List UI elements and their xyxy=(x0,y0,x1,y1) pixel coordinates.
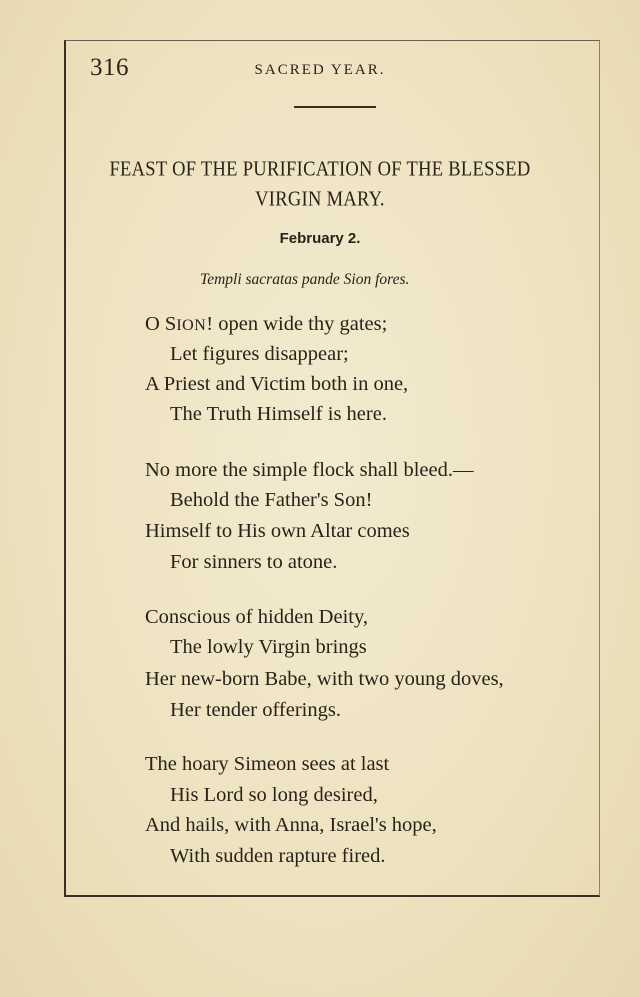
stanza-4-line-1: The hoary Simeon sees at last xyxy=(145,753,390,775)
latin-epigraph: Templi sacratas pande Sion fores. xyxy=(200,271,410,288)
stanza-1-line-2: Let figures disappear; xyxy=(170,343,349,365)
stanza-3-line-1: Conscious of hidden Deity, xyxy=(145,606,369,628)
hymn-title-line-2: VIRGIN MARY. xyxy=(255,188,385,212)
stanza-1-line-4: The Truth Himself is here. xyxy=(170,403,387,425)
running-head: SACRED YEAR. xyxy=(254,62,386,78)
hymn-title-line-1: FEAST OF THE PURIFICATION OF THE BLESSED xyxy=(109,158,531,182)
stanza-4-line-4: With sudden rapture fired. xyxy=(170,845,386,867)
feast-date: February 2. xyxy=(279,230,361,247)
stanza-2-line-2: Behold the Father's Son! xyxy=(170,489,373,511)
header-rule xyxy=(294,106,376,108)
stanza-1-line-3: A Priest and Victim both in one, xyxy=(145,373,409,395)
stanza-1-line-1 xyxy=(145,314,387,335)
stanza-2-line-4: For sinners to atone. xyxy=(170,551,338,573)
stanza-3-line-2: The lowly Virgin brings xyxy=(170,636,367,658)
small-caps-word: ION xyxy=(176,317,207,334)
line-rest: ! open wide thy gates; xyxy=(206,313,388,335)
stanza-2-line-3: Himself to His own Altar comes xyxy=(145,520,410,542)
stanza-2-line-1: No more the simple flock shall bleed.— xyxy=(145,459,474,481)
stanza-3-line-3: Her new-born Babe, with two young doves, xyxy=(145,668,504,690)
page-number: 316 xyxy=(90,54,129,81)
line-start: O S xyxy=(145,313,177,335)
stanza-4-line-2: His Lord so long desired, xyxy=(170,784,378,806)
stanza-4-line-3: And hails, with Anna, Israel's hope, xyxy=(145,814,437,836)
stanza-3-line-4: Her tender offerings. xyxy=(170,699,341,721)
